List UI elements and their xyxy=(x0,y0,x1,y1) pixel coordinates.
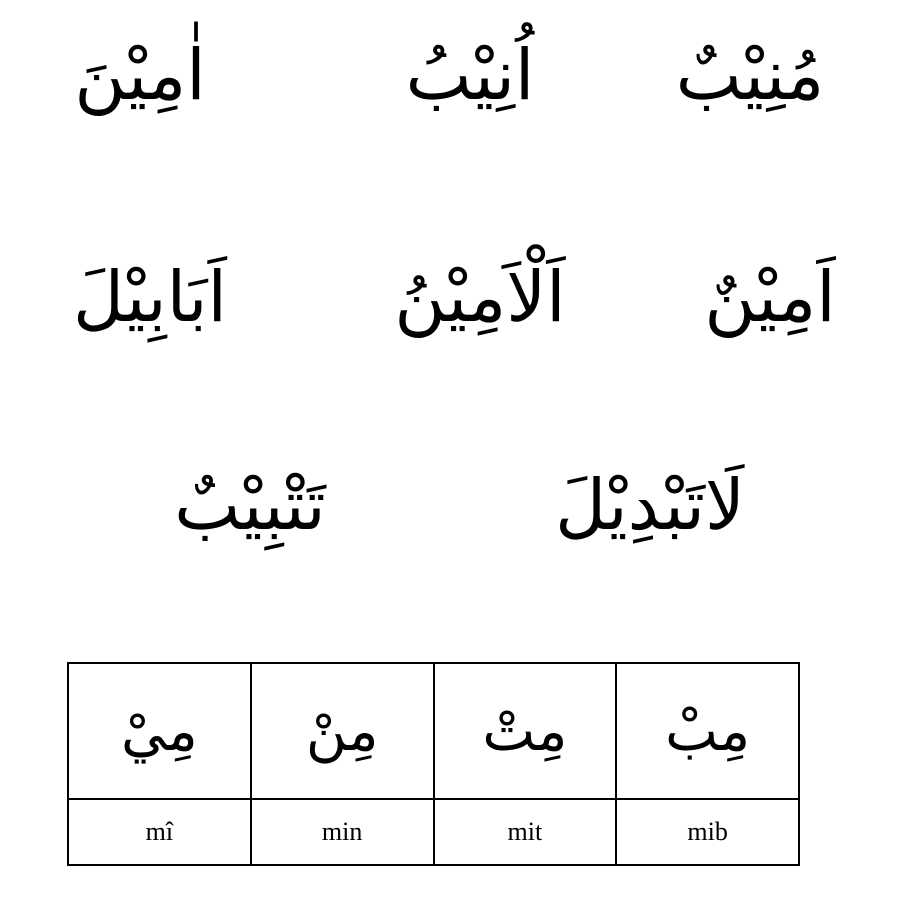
transliteration-cell: mib xyxy=(616,799,799,865)
transliteration-cell: mit xyxy=(434,799,617,865)
syllable-table xyxy=(67,662,800,866)
arabic-syllable-cell: مِيْ xyxy=(68,663,251,799)
transliteration-cell: min xyxy=(251,799,434,865)
arabic-syllable-row xyxy=(68,663,799,799)
arabic-syllable-cell: مِنْ xyxy=(251,663,434,799)
arabic-word: تَتْبِيْبٌ xyxy=(174,464,326,546)
arabic-word: لَاتَبْدِيْلَ xyxy=(555,464,745,546)
arabic-word: اُنِيْبُ xyxy=(405,34,535,116)
arabic-syllable-cell: مِبْ xyxy=(616,663,799,799)
arabic-word: اَمِيْنٌ xyxy=(704,256,836,338)
arabic-syllable-cell: مِتْ xyxy=(434,663,617,799)
latin-transliteration-row xyxy=(68,799,799,865)
arabic-word: اَبَابِيْلَ xyxy=(73,256,227,338)
arabic-word: اَلْاَمِيْنُ xyxy=(394,256,566,338)
transliteration-cell: mî xyxy=(68,799,251,865)
arabic-word: مُنِيْبٌ xyxy=(675,34,825,116)
arabic-word: اٰمِيْنَ xyxy=(74,34,206,116)
